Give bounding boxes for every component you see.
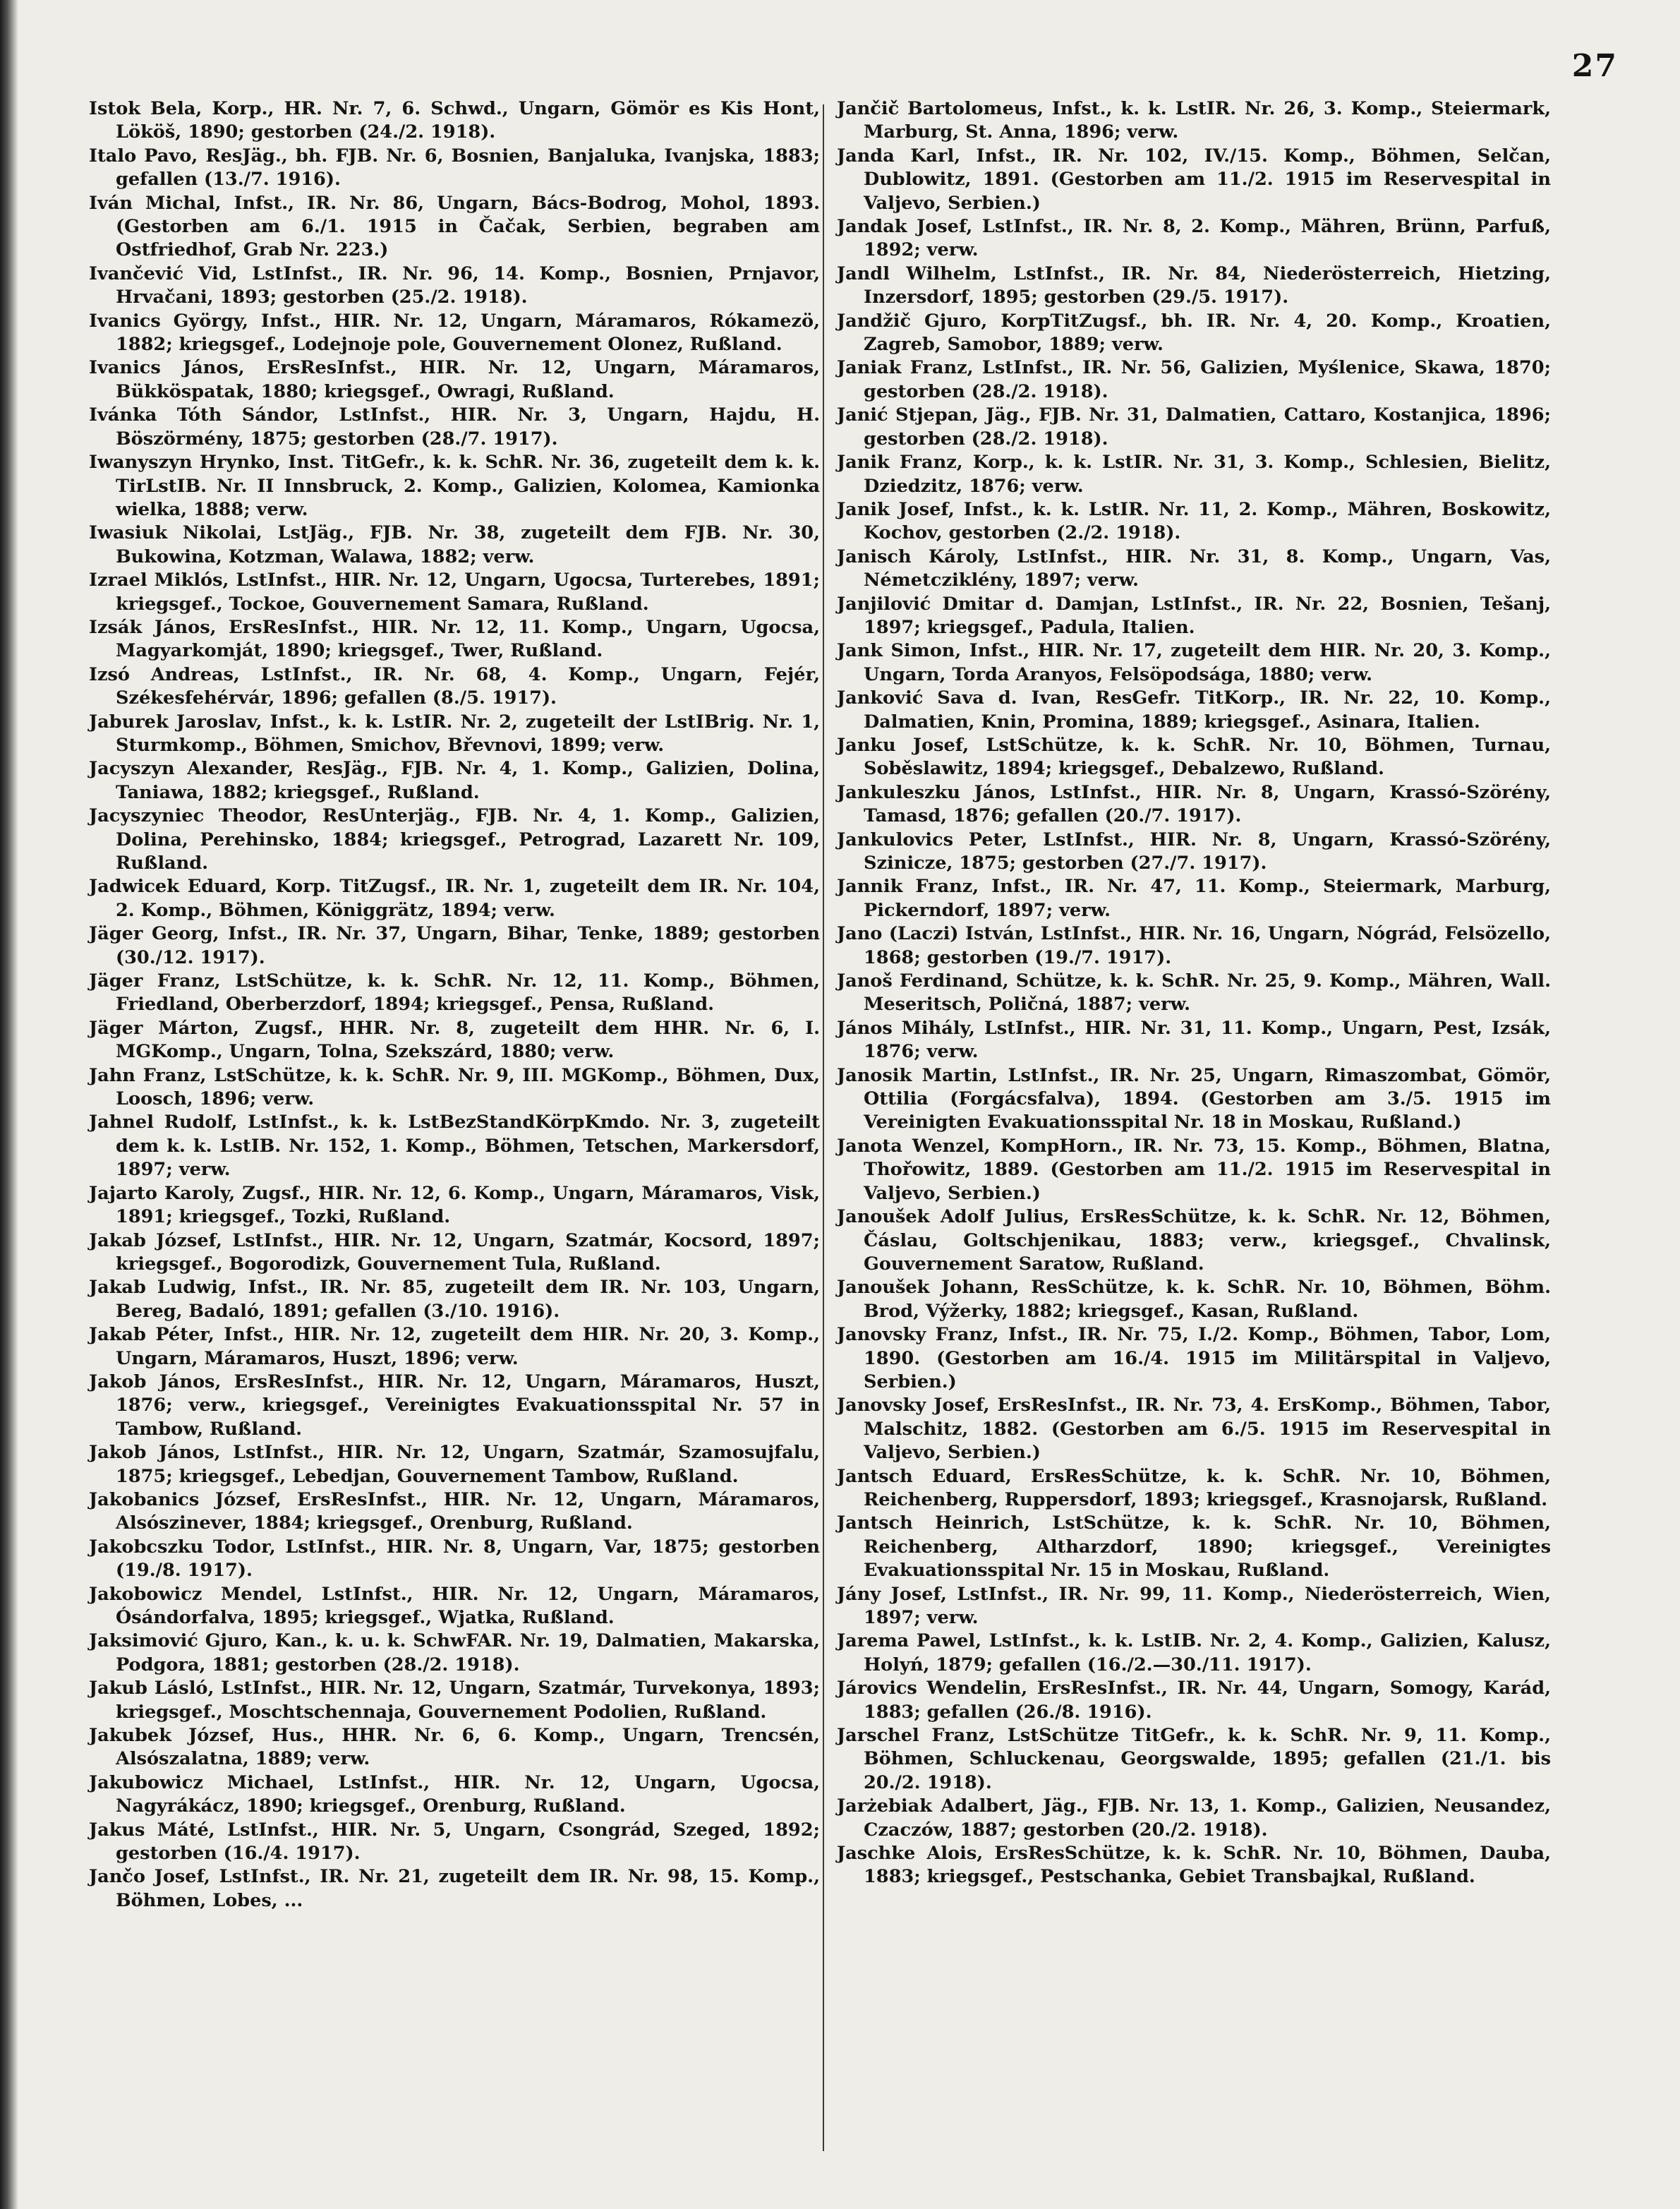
list-item: [837, 781, 1551, 829]
page-number: 27: [1571, 48, 1618, 84]
entry-surname: Jarema: [837, 1630, 910, 1652]
entry-surname: Jantsch: [837, 1512, 913, 1534]
entry-details: Johann, ResSchütze, k. k. SchR. Nr. 10, Böhmen, Böhm. Brod, Výžerky, 1882; kriegsgef., Kasan, Rußland.: [864, 1277, 1551, 1322]
entry-details: Josef, LstSchütze, k. k. SchR. Nr. 10, Böhmen, Turnau, Soběslawitz, 1894; kriegsgef., Debalzewo, Rußland.: [864, 734, 1551, 780]
entry-details: Karl, Infst., IR. Nr. 102, IV./15. Komp., Böhmen, Selčan, Dublowitz, 1891. (Gestorben am 11./2. 1915 im Reservespital in Valjevo, Serbien.): [864, 145, 1551, 214]
entry-surname: Janjilović: [837, 593, 931, 615]
list-item: [89, 970, 820, 1017]
entry-surname: Jadwicek: [89, 876, 179, 898]
entry-details: Miklós, LstInfst., HIR. Nr. 12, Ungarn, Ugocsa, Turterebes, 1891; kriegsgef., Tockoe, Gouvernement Samara, Rußland.: [116, 570, 820, 615]
entry-surname: Jano (Laczi): [837, 923, 959, 945]
list-item: [837, 734, 1551, 781]
entry-details: János, ErsResInfst., HIR. Nr. 12, Ungarn, Máramaros, Huszt, 1876; verw., kriegsgef., Vereinigtes Evakuationsspital Nr. 57 in Tambow, Rußland.: [116, 1371, 820, 1440]
entry-details: János, ErsResInfst., HIR. Nr. 12, Ungarn, Máramaros, Bükköspatak, 1880; kriegsgef., Owragi, Rußland.: [116, 357, 820, 402]
entry-details: Alexander, ResJäg., FJB. Nr. 4, 1. Komp., Galizien, Dolina, Taniawa, 1882; kriegsgef., Rußland.: [116, 758, 820, 803]
entry-surname: Janik: [837, 452, 890, 474]
list-item: [89, 757, 820, 805]
entry-details: Sándor, LstInfst., HIR. Nr. 3, Ungarn, Hajdu, H. Böszörmény, 1875; gestorben (28./7. 1917).: [116, 404, 820, 450]
entry-details: Wenzel, KompHorn., IR. Nr. 73, 15. Komp., Böhmen, Blatna, Thořowitz, 1889. (Gestorben am 11./2. 1915 im Reservespital in Valjevo, Serbien.): [864, 1135, 1551, 1204]
list-item: [837, 310, 1551, 357]
entry-surname: Jahn: [89, 1064, 135, 1086]
binding-shadow: [0, 0, 18, 2209]
entry-surname: János: [837, 1017, 893, 1039]
entry-surname: Jandak: [837, 216, 907, 238]
entry-surname: Italo: [89, 145, 137, 167]
list-item: [837, 1394, 1551, 1464]
list-item: [89, 263, 820, 310]
list-item: [837, 970, 1551, 1017]
list-item: [89, 805, 820, 875]
entry-surname: Járovics: [837, 1678, 917, 1699]
entry-details: Martin, LstInfst., IR. Nr. 25, Ungarn, Rimaszombat, Gömör, Ottilia (Forgácsfalva), 1894. (Gestorben am 3./5. 1915 im Vereinigten Evakuationsspital Nr. 18 in Moskau, Rußland.): [864, 1064, 1551, 1133]
entry-details: Jaroslav, Infst., k. k. LstIR. Nr. 2, zugeteilt der LstIBrig. Nr. 1, Sturmkomp., Böhmen, Smichov, Břevnovi, 1899; verw.: [116, 711, 820, 756]
list-item: [837, 1724, 1551, 1795]
entry-surname: Janovsky: [837, 1395, 926, 1416]
list-item: [837, 829, 1551, 876]
list-item: [89, 1441, 820, 1488]
entry-surname: Jakub: [89, 1678, 147, 1699]
entry-details: Franz, LstSchütze, k. k. SchR. Nr. 9, III. MGKomp., Böhmen, Dux, Loosch, 1896; verw.: [116, 1064, 820, 1110]
list-item: [837, 263, 1551, 310]
entry-details: Gjuro, KorpTitZugsf., bh. IR. Nr. 4, 20. Komp., Kroatien, Zagreb, Samobor, 1889; verw.: [864, 310, 1551, 356]
entry-details: Mendel, LstInfst., HIR. Nr. 12, Ungarn, Máramaros, Ósándorfalva, 1895; kriegsgef., Wjatka, Rußland.: [116, 1583, 820, 1628]
entry-details: Josef, ErsResInfst., IR. Nr. 73, 4. ErsKomp., Böhmen, Tabor, Malschitz, 1882. (Gestorben am 6./5. 1915 im Reservespital in Valjevo, Serbien.): [864, 1395, 1551, 1464]
entry-details: Michael, LstInfst., HIR. Nr. 12, Ungarn, Ugocsa, Nagyrákácz, 1890; kriegsgef., Orenburg, Rußland.: [116, 1771, 820, 1817]
entry-surname: Jandžič: [837, 310, 912, 332]
entry-surname: Jakob: [89, 1442, 147, 1464]
entry-surname: Janota: [837, 1135, 902, 1157]
entry-details: Josef, LstInfst., IR. Nr. 99, 11. Komp., Niederösterreich, Wien, 1897; verw.: [864, 1583, 1551, 1628]
entry-details: Simon, Infst., HIR. Nr. 17, zugeteilt dem HIR. Nr. 20, 3. Komp., Ungarn, Torda Aranyos, Felsöpodsága, 1880; verw.: [864, 640, 1551, 685]
list-item: [837, 546, 1551, 593]
entry-details: Josef, Infst., k. k. LstIR. Nr. 11, 2. Komp., Mähren, Boskowitz, Kochov, gestorben (2./2. 1918).: [864, 498, 1551, 544]
list-item: [837, 1465, 1551, 1512]
entry-details: Eduard, ErsResSchütze, k. k. SchR. Nr. 10, Böhmen, Reichenberg, Ruppersdorf, 1893; kriegsgef., Krasnojarsk, Rußland.: [864, 1465, 1551, 1510]
list-item: [837, 639, 1551, 687]
entry-surname: Janić: [837, 404, 888, 426]
entry-details: János, LstInfst., HIR. Nr. 8, Ungarn, Krassó-Szörény, Tamasd, 1876; gefallen (20./7. 1917).: [864, 781, 1551, 827]
entry-surname: Jank: [837, 640, 883, 662]
list-item: [837, 1276, 1551, 1323]
list-item: [837, 1323, 1551, 1394]
entry-surname: Iván: [89, 192, 133, 214]
list-item: [89, 97, 820, 145]
entry-surname: Jäger: [89, 1017, 143, 1039]
entry-details: Máté, LstInfst., HIR. Nr. 5, Ungarn, Csongrád, Szeged, 1892; gestorben (16./4. 1917).: [116, 1819, 820, 1865]
list-item: [837, 1205, 1551, 1276]
list-item: [89, 1488, 820, 1536]
entry-details: Ferdinand, Schütze, k. k. SchR. Nr. 25, 9. Komp., Mähren, Wall. Meseritsch, Poličná, 1887; verw.: [864, 970, 1551, 1016]
list-item: [837, 687, 1551, 734]
entry-details: Franz, Korp., k. k. LstIR. Nr. 31, 3. Komp., Schlesien, Bielitz, Dziedzitz, 1876; verw.: [864, 452, 1551, 497]
entry-details: János, ErsResInfst., HIR. Nr. 12, 11. Komp., Ungarn, Ugocsa, Magyarkomját, 1890; kriegsgef., Twer, Rußland.: [116, 616, 820, 662]
list-item: [89, 569, 820, 616]
entry-surname: Jandl: [837, 263, 890, 284]
entry-details: Franz, Infst., IR. Nr. 47, 11. Komp., Steiermark, Marburg, Pickerndorf, 1897; verw.: [864, 876, 1551, 921]
entry-surname: Jaburek: [89, 711, 169, 733]
entry-surname: Jančič: [837, 98, 900, 119]
entry-details: Heinrich, LstSchütze, k. k. SchR. Nr. 10, Böhmen, Reichenberg, Altharzdorf, 1890; kriegsgef., Vereinigtes Evakuationsspital Nr. 15 in Moskau, Rußland.: [864, 1512, 1551, 1582]
list-item: [837, 451, 1551, 498]
entry-surname: Janovsky: [837, 1324, 926, 1346]
entry-details: Bartolomeus, Infst., k. k. LstIR. Nr. 26, 3. Komp., Steiermark, Marburg, St. Anna, 1896; verw.: [864, 98, 1551, 143]
entry-surname: Jakubek: [89, 1725, 171, 1747]
list-item: [89, 1630, 820, 1677]
entry-details: Rudolf, LstInfst., k. k. LstBezStandKörpKmdo. Nr. 3, zugeteilt dem k. k. LstIB. Nr. 152, 1. Komp., Böhmen, Tetschen, Markersdorf, 1897; verw.: [116, 1112, 820, 1181]
entry-surname: Iwasiuk: [89, 522, 168, 544]
right-column: [837, 97, 1551, 1889]
list-item: [89, 1536, 820, 1583]
entry-details: Todor, LstInfst., HIR. Nr. 8, Ungarn, Var, 1875; gestorben (19./8. 1917).: [116, 1536, 820, 1582]
entry-details: Andreas, LstInfst., IR. Nr. 68, 4. Komp., Ungarn, Fejér, Székesfehérvár, 1896; gefallen (8./5. 1917).: [116, 663, 820, 709]
entry-surname: Jakab: [89, 1229, 146, 1251]
list-item: [837, 498, 1551, 546]
entry-details: Josef, LstInfst., IR. Nr. 8, 2. Komp., Mähren, Brünn, Parfuß, 1892; verw.: [864, 216, 1551, 261]
entry-surname: Jäger: [89, 970, 143, 992]
list-item: [89, 1771, 820, 1819]
entry-details: Bela, Korp., HR. Nr. 7, 6. Schwd., Ungarn, Gömör es Kis Hont, Lököš, 1890; gestorben (24./2. 1918).: [116, 98, 820, 143]
entry-surname: Janoušek: [837, 1206, 930, 1228]
list-item: [89, 1229, 820, 1277]
entry-details: Franz, LstSchütze TitGefr., k. k. SchR. Nr. 9, 11. Komp., Böhmen, Schluckenau, Georgswalde, 1895; gefallen (21./1. bis 20./2. 1918).: [864, 1725, 1551, 1793]
list-item: [89, 192, 820, 263]
entry-details: Péter, Infst., HIR. Nr. 12, zugeteilt dem HIR. Nr. 20, 3. Komp., Ungarn, Máramaros, Huszt, 1896; verw.: [116, 1324, 820, 1369]
list-item: [837, 145, 1551, 215]
list-item: [89, 145, 820, 192]
entry-details: Theodor, ResUnterjäg., FJB. Nr. 4, 1. Komp., Galizien, Dolina, Perehinsko, 1884; kriegsgef., Petrograd, Lazarett Nr. 109, Rußland.: [116, 805, 820, 874]
entry-surname: Jány: [837, 1583, 881, 1605]
list-item: [89, 310, 820, 357]
list-item: [89, 922, 820, 970]
list-item: [837, 97, 1551, 145]
list-item: [89, 1819, 820, 1866]
list-item: [837, 593, 1551, 640]
entry-details: József, Hus., HHR. Nr. 6, 6. Komp., Ungarn, Trencsén, Alsószalatna, 1889; verw.: [116, 1725, 820, 1770]
entry-details: Lásló, LstInfst., HIR. Nr. 12, Ungarn, Szatmár, Turvekonya, 1893; kriegsgef., Moschtschennaja, Gouvernement Podolien, Rußland.: [116, 1678, 820, 1723]
list-item: [837, 356, 1551, 404]
entry-details: József, LstInfst., HIR. Nr. 12, Ungarn, Szatmár, Kocsord, 1897; kriegsgef., Bogorodizk, Gouvernement Tula, Rußland.: [116, 1229, 820, 1275]
entry-details: Vid, LstInfst., IR. Nr. 96, 14. Komp., Bosnien, Prnjavor, Hrvačani, 1893; gestorben (25./2. 1918).: [116, 263, 820, 308]
list-item: [89, 1323, 820, 1371]
entry-details: István, LstInfst., HIR. Nr. 16, Ungarn, Nógrád, Felsözello, 1868; gestorben (19./7. 1917).: [864, 923, 1551, 968]
entry-surname: Ivanics: [89, 310, 161, 332]
entry-details: Peter, LstInfst., HIR. Nr. 8, Ungarn, Krassó-Szörény, Szinicze, 1875; gestorben (27./7. 1917).: [864, 829, 1551, 874]
entry-surname: Istok: [89, 98, 141, 119]
entry-details: Adalbert, Jäg., FJB. Nr. 13, 1. Komp., Galizien, Neusandez, Czaczów, 1887; gestorben (20./2. 1918).: [864, 1795, 1551, 1841]
list-item: [89, 451, 820, 522]
list-item: [89, 1865, 820, 1913]
entry-surname: Jajarto: [89, 1182, 157, 1204]
entry-surname: Janković: [837, 687, 924, 709]
list-item: [89, 1724, 820, 1771]
list-item: [837, 1135, 1551, 1205]
entry-surname: Jantsch: [837, 1465, 913, 1487]
entry-details: Pawel, LstInfst., k. k. LstIB. Nr. 2, 4. Komp., Galizien, Kalusz, Holyń, 1879; gefallen (16./2.—30./11. 1917).: [864, 1630, 1551, 1675]
entry-details: Stjepan, Jäg., FJB. Nr. 31, Dalmatien, Cattaro, Kostanjica, 1896; gestorben (28./2. 1918).: [864, 404, 1551, 450]
entry-surname: Jäger: [89, 923, 143, 945]
list-item: [837, 1630, 1551, 1677]
entry-surname: Jakobanics: [89, 1488, 200, 1510]
column-divider: [823, 104, 824, 2151]
list-item: [89, 1017, 820, 1064]
entry-details: Dmitar d. Damjan, LstInfst., IR. Nr. 22, Bosnien, Tešanj, 1897; kriegsgef., Padula, Italien.: [864, 593, 1551, 638]
entry-details: Josef, LstInfst., IR. Nr. 21, zugeteilt dem IR. Nr. 98, 15. Komp., Böhmen, Lobes, ...: [116, 1866, 820, 1911]
list-item: [837, 215, 1551, 263]
entry-surname: Jankulovics: [837, 829, 954, 850]
list-item: [837, 1842, 1551, 1889]
entry-surname: Iwanyszyn: [89, 452, 193, 474]
entry-details: Wilhelm, LstInfst., IR. Nr. 84, Niederösterreich, Hietzing, Inzersdorf, 1895; gestorben (29./5. 1917).: [864, 263, 1551, 308]
entry-details: Franz, LstSchütze, k. k. SchR. Nr. 12, 11. Komp., Böhmen, Friedland, Oberberzdorf, 1894; kriegsgef., Pensa, Rußland.: [116, 970, 820, 1016]
entry-surname: Janosik: [837, 1064, 912, 1086]
entry-surname: Ivánka Tóth: [89, 404, 222, 426]
entry-surname: Izsó: [89, 663, 130, 685]
entry-details: Franz, Infst., IR. Nr. 75, I./2. Komp., Böhmen, Tabor, Lom, 1890. (Gestorben am 16./4. 1915 im Militärspital in Valjevo, Serbien.): [864, 1324, 1551, 1392]
list-item: [89, 711, 820, 758]
list-item: [89, 663, 820, 711]
entry-surname: Jaschke: [837, 1843, 916, 1865]
entry-details: Alois, ErsResSchütze, k. k. SchR. Nr. 10, Böhmen, Dauba, 1883; kriegsgef., Pestschanka, Gebiet Transbajkal, Rußland.: [864, 1843, 1551, 1888]
entry-surname: Jakab: [89, 1277, 146, 1299]
list-item: [837, 1677, 1551, 1724]
entry-details: Nikolai, LstJäg., FJB. Nr. 38, zugeteilt dem FJB. Nr. 30, Bukowina, Kotzman, Walawa, 1882; verw.: [116, 522, 820, 567]
list-item: [89, 1583, 820, 1630]
entry-details: Wendelin, ErsResInfst., IR. Nr. 44, Ungarn, Somogy, Karád, 1883; gefallen (26./8. 1916).: [864, 1678, 1551, 1723]
entry-surname: Jakab: [89, 1324, 146, 1346]
entry-surname: Janiak: [837, 357, 902, 379]
list-item: [837, 404, 1551, 451]
list-item: [837, 1583, 1551, 1630]
entry-surname: Jannik: [837, 876, 903, 898]
entry-details: Mihály, LstInfst., HIR. Nr. 31, 11. Komp., Ungarn, Pest, Izsák, 1876; verw.: [864, 1017, 1551, 1063]
entry-details: Ludwig, Infst., IR. Nr. 85, zugeteilt dem IR. Nr. 103, Ungarn, Bereg, Badaló, 1891; gefallen (3./10. 1916).: [116, 1277, 820, 1322]
entry-details: György, Infst., HIR. Nr. 12, Ungarn, Máramaros, Rókamezö, 1882; kriegsgef., Lodejnoje pole, Gouvernement Olonez, Rußland.: [116, 310, 820, 356]
entry-surname: Jarschel: [837, 1725, 919, 1747]
list-item: [89, 522, 820, 569]
entry-details: József, ErsResInfst., HIR. Nr. 12, Ungarn, Máramaros, Alsószinever, 1884; kriegsgef., Orenburg, Rußland.: [116, 1488, 820, 1534]
list-item: [837, 1064, 1551, 1135]
entry-details: Hrynko, Inst. TitGefr., k. k. SchR. Nr. 36, zugeteilt dem k. k. TirLstIB. Nr. II Innsbruck, 2. Komp., Galizien, Kolomea, Kamionka wielka, 1888; verw.: [116, 452, 820, 520]
entry-surname: Jakus: [89, 1819, 145, 1841]
entry-surname: Jahnel: [89, 1112, 154, 1133]
entry-surname: Jakubowicz: [89, 1771, 203, 1793]
entry-details: János, LstInfst., HIR. Nr. 12, Ungarn, Szatmár, Szamosujfalu, 1875; kriegsgef., Lebedjan, Gouvernement Tambow, Rußland.: [116, 1442, 820, 1487]
entry-surname: Janik: [837, 498, 890, 520]
entry-details: Márton, Zugsf., HHR. Nr. 8, zugeteilt dem HHR. Nr. 6, I. MGKomp., Ungarn, Tolna, Szekszárd, 1880; verw.: [116, 1017, 820, 1063]
entry-surname: Jacyszyn: [89, 758, 175, 780]
entry-surname: Jakobcszku: [89, 1536, 204, 1558]
entry-surname: Jakobowicz: [89, 1583, 203, 1605]
entry-surname: Izsák: [89, 616, 143, 638]
entry-surname: Janisch: [837, 546, 912, 567]
entry-details: Franz, LstInfst., IR. Nr. 56, Galizien, Myślenice, Skawa, 1870; gestorben (28./2. 1918).: [864, 357, 1551, 402]
entry-surname: Janoš: [837, 970, 893, 992]
list-item: [89, 356, 820, 404]
list-item: [837, 1017, 1551, 1064]
entry-details: Eduard, Korp. TitZugsf., IR. Nr. 1, zugeteilt dem IR. Nr. 104, 2. Komp., Böhmen, Königgrätz, 1894; verw.: [116, 876, 820, 921]
list-item: [89, 1677, 820, 1724]
entry-details: Michal, Infst., IR. Nr. 86, Ungarn, Bács-Bodrog, Mohol, 1893. (Gestorben am 6./1. 1915 in Čačak, Serbien, begraben am Ostfriedhof, Grab Nr. 223.): [116, 192, 820, 261]
entry-surname: Izrael: [89, 570, 147, 591]
entry-surname: Janda: [837, 145, 895, 167]
list-item: [89, 875, 820, 922]
list-item: [89, 1064, 820, 1112]
entry-surname: Janku: [837, 734, 896, 756]
list-item: [89, 1182, 820, 1229]
left-column: [89, 97, 820, 1913]
list-item: [89, 1371, 820, 1441]
entry-surname: Ivanics: [89, 357, 161, 379]
list-item: [89, 404, 820, 451]
list-item: [837, 1512, 1551, 1582]
entry-details: Pavo, ResJäg., bh. FJB. Nr. 6, Bosnien, Banjaluka, Ivanjska, 1883; gefallen (13./7. 1916).: [116, 145, 820, 191]
entry-surname: Jakob: [89, 1371, 147, 1392]
list-item: [89, 616, 820, 663]
list-item: [837, 1795, 1551, 1842]
entry-details: Karoly, Zugsf., HIR. Nr. 12, 6. Komp., Ungarn, Máramaros, Visk, 1891; kriegsgef., Tozki, Rußland.: [116, 1182, 820, 1228]
entry-details: Adolf Julius, ErsResSchütze, k. k. SchR. Nr. 12, Böhmen, Čáslau, Goltschjenikau, 1883; verw., kriegsgef., Chvalinsk, Gouvernement Saratow, Rußland.: [864, 1206, 1551, 1275]
entry-details: Georg, Infst., IR. Nr. 37, Ungarn, Bihar, Tenke, 1889; gestorben (30./12. 1917).: [116, 923, 820, 968]
list-item: [89, 1111, 820, 1181]
list-item: [837, 922, 1551, 970]
entry-surname: Jacyszyniec: [89, 805, 205, 827]
entry-details: Károly, LstInfst., HIR. Nr. 31, 8. Komp., Ungarn, Vas, Németcziklény, 1897; verw.: [864, 546, 1551, 591]
entry-surname: Janoušek: [837, 1277, 930, 1299]
entry-surname: Jankuleszku: [837, 781, 960, 803]
entry-surname: Jaksimović: [89, 1630, 198, 1652]
entry-details: Gjuro, Kan., k. u. k. SchwFAR. Nr. 19, Dalmatien, Makarska, Podgora, 1881; gestorben (28./2. 1918).: [116, 1630, 820, 1675]
entry-surname: Ivančević: [89, 263, 184, 284]
entry-surname: Jarżebiak: [837, 1795, 932, 1817]
entry-details: Sava d. Ivan, ResGefr. TitKorp., IR. Nr. 22, 10. Komp., Dalmatien, Knin, Promina, 1889; kriegsgef., Asinara, Italien.: [864, 687, 1551, 733]
list-item: [837, 875, 1551, 922]
list-item: [89, 1276, 820, 1323]
entry-surname: Jančo: [89, 1866, 145, 1888]
